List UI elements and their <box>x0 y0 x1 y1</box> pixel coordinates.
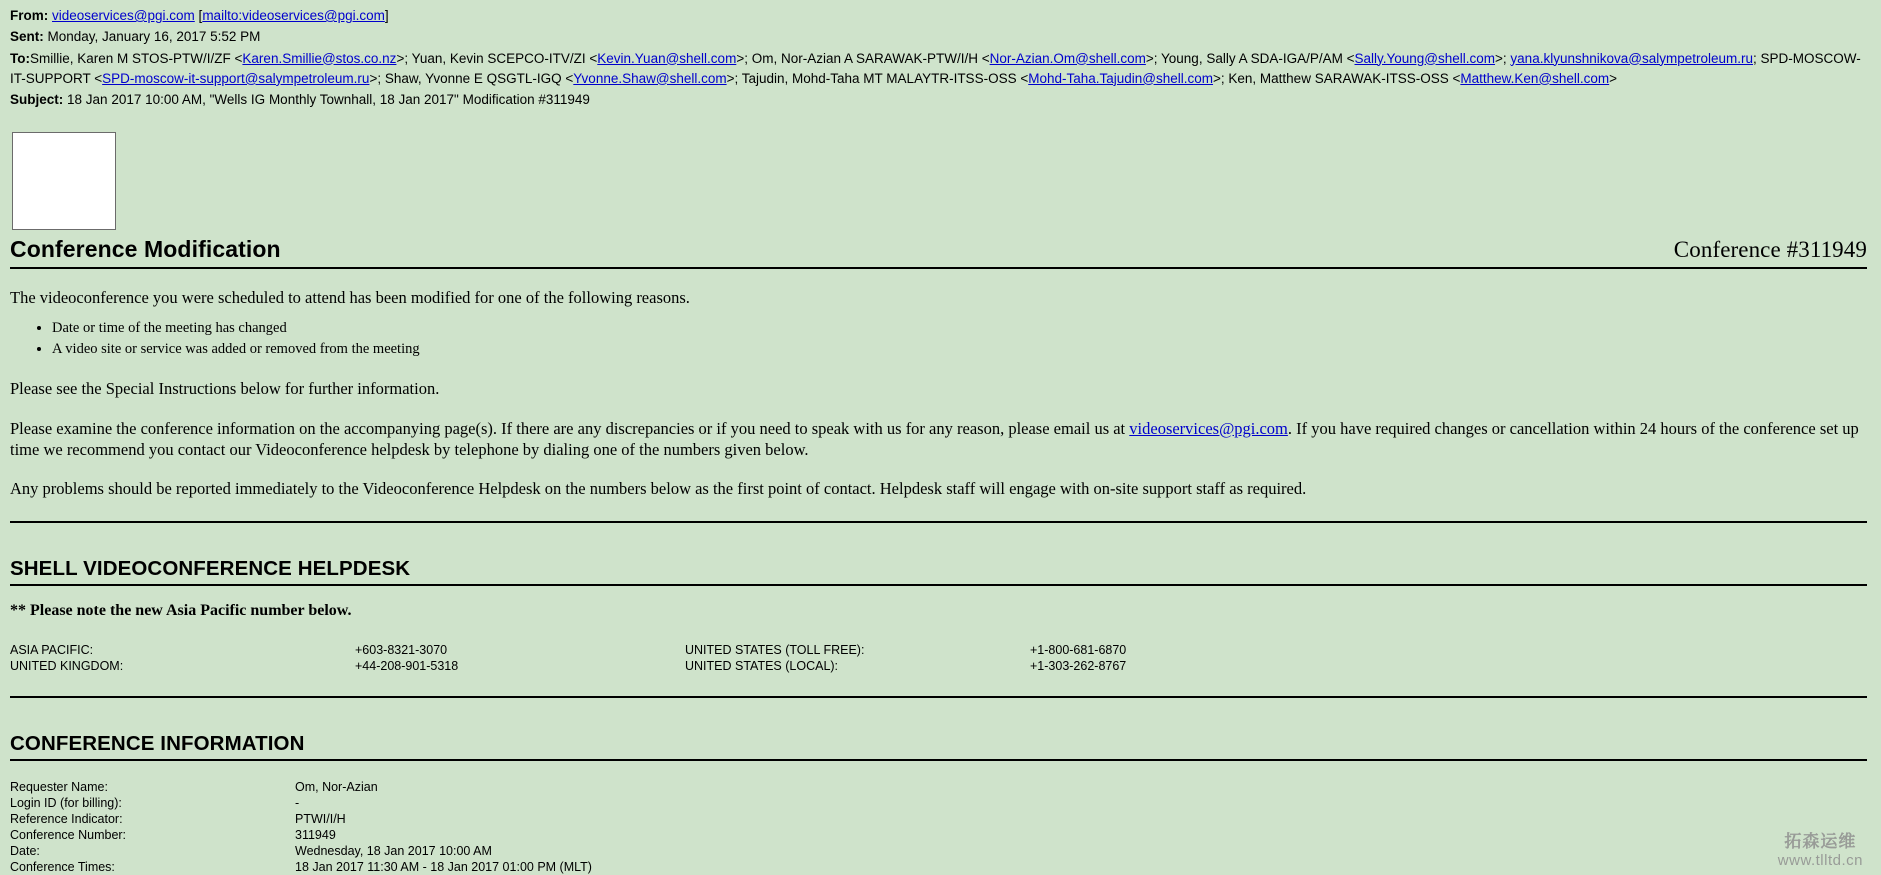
recipient-link-7[interactable]: Sally.Young@shell.com <box>1354 50 1496 66</box>
subject-value: 18 Jan 2017 10:00 AM, "Wells IG Monthly Townhall, 18 Jan 2017" Modification #311949 <box>67 92 590 107</box>
intro-paragraph: The videoconference you were scheduled to attend has been modified for one of the following reasons. <box>10 288 690 308</box>
page-title: Conference Modification <box>10 236 281 263</box>
table-row <box>10 658 1867 674</box>
list-item: • Date or time of the meeting has changed <box>52 318 1867 339</box>
recipient-link-17[interactable]: Matthew.Ken@shell.com <box>1460 70 1610 86</box>
table-row <box>10 859 1195 875</box>
examine-paragraph <box>10 418 1867 460</box>
email-to-row <box>10 49 1867 90</box>
subject-label: Subject: <box>10 92 64 107</box>
conference-information-section <box>10 696 1867 875</box>
modification-reasons-list <box>10 318 1867 360</box>
recipient-text-0: Smillie, Karen M STOS-PTW/I/ZF < <box>30 50 243 66</box>
info-field-value: 311949 <box>295 827 336 842</box>
table-row <box>10 642 1867 658</box>
company-logo-placeholder <box>12 132 116 230</box>
list-item: • A video site or service was added or removed from the meeting <box>52 339 1867 360</box>
info-field-value: 18 Jan 2017 11:30 AM - 18 Jan 2017 01:00 PM (MLT) <box>295 859 592 874</box>
conference-information-table <box>10 779 1195 875</box>
email-subject-row <box>10 90 1867 110</box>
table-row <box>10 843 1195 859</box>
recipient-link-9[interactable]: yana.klyunshnikova@salympetroleum.ru <box>1510 50 1753 66</box>
table-row <box>10 779 1195 795</box>
email-sent-row <box>10 27 1867 47</box>
special-instructions-paragraph: Please see the Special Instructions below for further information. <box>10 379 440 399</box>
table-row <box>10 811 1195 827</box>
recipient-link-5[interactable]: Nor-Azian.Om@shell.com <box>989 50 1146 66</box>
phone-number: +1-303-262-8767 <box>1030 658 1127 673</box>
recipient-text-12: >; Shaw, Yvonne E QSGTL-IGQ < <box>369 70 574 86</box>
info-field-label: Login ID (for billing): <box>10 795 122 810</box>
helpdesk-heading: SHELL VIDEOCONFERENCE HELPDESK <box>10 557 1867 586</box>
document-body <box>0 132 1881 875</box>
table-row <box>10 795 1195 811</box>
document-title-row <box>10 236 1867 269</box>
recipient-text-2: >; Yuan, Kevin SCEPCO-ITV/ZI < <box>396 50 598 66</box>
from-mailto-open: [ <box>198 8 203 23</box>
info-field-value: PTWI/I/H <box>295 811 346 826</box>
recipient-text-18: > <box>1609 70 1618 86</box>
recipient-link-11[interactable]: SPD-moscow-it-support@salympetroleum.ru <box>102 70 370 86</box>
problems-paragraph: Any problems should be reported immediately to the Videoconference Helpdesk on the numbers below as the first point of contact. Helpdesk staff will engage with on-site support staff as required. <box>10 478 1307 498</box>
from-mailto-link[interactable]: mailto:videoservices@pgi.com <box>202 8 385 23</box>
info-field-value: - <box>295 795 300 810</box>
info-field-label: Conference Number: <box>10 827 127 842</box>
recipient-link-13[interactable]: Yvonne.Shaw@shell.com <box>573 70 727 86</box>
to-recipients <box>10 51 1861 86</box>
recipient-text-4: >; Om, Nor-Azian A SARAWAK-PTW/I/H < <box>736 50 990 66</box>
helpdesk-phone-table <box>10 642 1867 674</box>
to-label: To: <box>10 50 30 66</box>
info-field-label: Reference Indicator: <box>10 811 123 826</box>
helpdesk-note: ** Please note the new Asia Pacific number below. <box>10 601 352 619</box>
phone-number: +1-800-681-6870 <box>1030 642 1127 657</box>
recipient-text-8: >; <box>1495 50 1511 66</box>
recipient-text-16: >; Ken, Matthew SARAWAK-ITSS-OSS < <box>1213 70 1461 86</box>
sent-value: Monday, January 16, 2017 5:52 PM <box>47 29 261 45</box>
info-field-label: Requester Name: <box>10 779 108 794</box>
recipient-text-10: ; SPD-MOSCOW-IT-SUPPORT < <box>10 50 1861 86</box>
table-row <box>10 827 1195 843</box>
watermark-line-1: 拓森运维 <box>1784 831 1857 851</box>
phone-number: +44-208-901-5318 <box>355 658 459 673</box>
email-from-row <box>10 6 1867 26</box>
examine-text-after: . If you have required changes or cancellation within 24 hours of the conference set up time we recommend you contact our Videoconference helpdesk by telephone by dialing one of the numbers given below. <box>10 418 1859 459</box>
info-field-label: Date: <box>10 843 40 858</box>
from-label: From: <box>10 8 49 23</box>
recipient-link-15[interactable]: Mohd-Taha.Tajudin@shell.com <box>1028 70 1214 86</box>
helpdesk-section <box>10 521 1867 674</box>
recipient-text-14: >; Tajudin, Mohd-Taha MT MALAYTR-ITSS-OSS < <box>726 70 1029 86</box>
conference-number-heading: Conference #311949 <box>1673 237 1867 263</box>
examine-text-before: Please examine the conference information on the accompanying page(s). If there are any discrepancies or if you need to speak with us for any reason, please email us at <box>10 418 1130 438</box>
info-field-value: Wednesday, 18 Jan 2017 10:00 AM <box>295 843 492 858</box>
info-field-value: Om, Nor-Azian <box>295 779 378 794</box>
region-label: UNITED STATES (LOCAL): <box>685 658 839 673</box>
phone-number: +603-8321-3070 <box>355 642 448 657</box>
region-label: ASIA PACIFIC: <box>10 642 94 657</box>
videoservices-email-link[interactable]: videoservices@pgi.com <box>1129 418 1288 438</box>
recipient-link-1[interactable]: Karen.Smillie@stos.co.nz <box>242 50 397 66</box>
from-mailto-close: ] <box>384 8 389 23</box>
sent-label: Sent: <box>10 29 44 45</box>
info-field-label: Conference Times: <box>10 859 115 874</box>
from-address-link[interactable]: videoservices@pgi.com <box>52 8 195 23</box>
recipient-link-3[interactable]: Kevin.Yuan@shell.com <box>597 50 737 66</box>
recipient-text-6: >; Young, Sally A SDA-IGA/P/AM < <box>1145 50 1355 66</box>
conference-information-heading: CONFERENCE INFORMATION <box>10 732 1867 761</box>
email-header <box>0 0 1881 110</box>
region-label: UNITED KINGDOM: <box>10 658 124 673</box>
region-label: UNITED STATES (TOLL FREE): <box>685 642 865 657</box>
watermark-line-2: www.tlltd.cn <box>1777 851 1863 869</box>
